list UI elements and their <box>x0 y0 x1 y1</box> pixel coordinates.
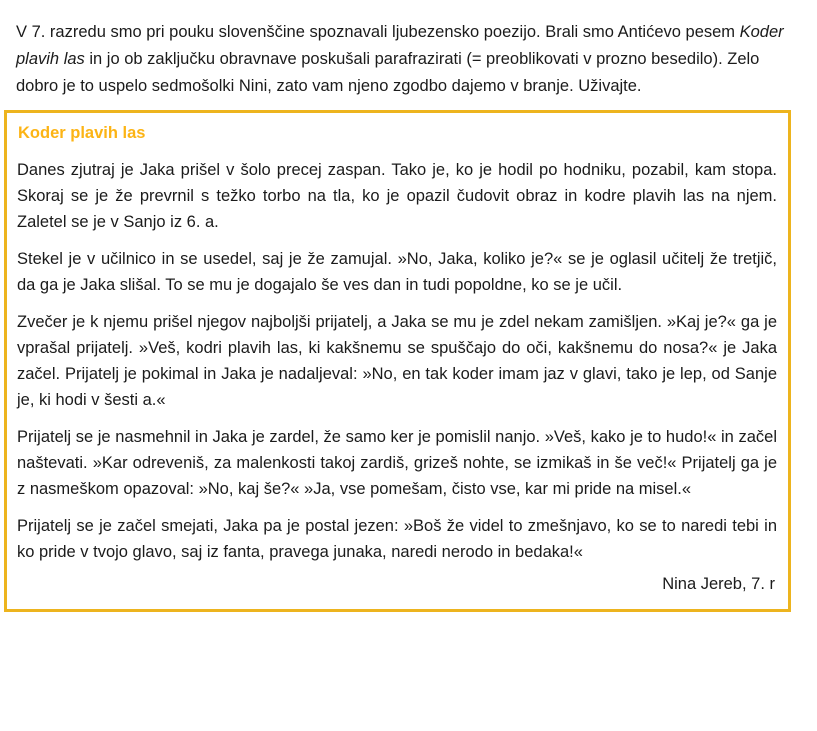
author-signature: Nina Jereb, 7. r <box>662 575 775 593</box>
story-box <box>4 110 791 612</box>
story-paragraph-2: Stekel je v učilnico in se usedel, saj je že zamujal. »No, Jaka, koliko je?« se je oglasil učitelj že tretjič, da ga je Jaka slišal. To se mu je dogajalo še ves dan in tudi popoldne, ko se je učil. <box>17 250 777 294</box>
story-paragraph-4: Prijatelj se je nasmehnil in Jaka je zardel, že samo ker je pomislil nanjo. »Veš, kako je to hudo!« in začel naštevati. »Kar odreveniš, za malenkosti takoj zardiš, grizeš nohte, se izmikaš in še več!« Prijatelj ga je z nasmeškom opazoval: »No, kaj še?« »Ja, vse pomešam, čisto vse, kar mi pride na misel.« <box>17 428 777 498</box>
intro-text-before-title: V 7. razredu smo pri pouku slovenščine spoznavali ljubezensko poezijo. Brali smo Antićevo pesem <box>16 23 740 41</box>
story-paragraph-5: Prijatelj se je začel smejati, Jaka pa je postal jezen: »Boš že videl to zmešnjavo, ko se to naredi tebi in ko pride v tvojo glavo, saj iz fanta, pravega junaka, naredi nerodo in bedaka!« <box>17 517 777 561</box>
intro-text-after-title: in jo ob zaključku obravnave poskušali parafrazirati (= preoblikovati v prozno besedilo). Zelo dobro je to uspelo sedmošolki Nini, zato vam njeno zgodbo dajemo v branje. Uživajte. <box>16 50 760 95</box>
story-title: Koder plavih las <box>18 124 146 142</box>
story-paragraph-1: Danes zjutraj je Jaka prišel v šolo precej zaspan. Tako je, ko je hodil po hodniku, pozabil, kam stopa. Skoraj se je že prevrnil s težko torbo na tla, ko je opazil čudovit obraz in kodre plavih las na njem. Zaletel se je v Sanjo iz 6. a. <box>17 161 777 231</box>
poem-title-italic: Koder plavih las <box>16 23 784 68</box>
story-paragraph-3: Zvečer je k njemu prišel njegov najboljši prijatelj, a Jaka se mu je zdel nekam zamišljen. »Kaj je?« ga je vprašal prijatelj. »Veš, kodri plavih las, ki kakšnemu se spuščajo do oči, kakšnemu do nosa?« je Jaka začel. Prijatelj je pokimal in Jaka je nadaljeval: »No, en tak koder imam jaz v glavi, tako je lep, od Sanje je, ki hodi v šesti a.« <box>17 313 777 409</box>
intro-paragraph <box>0 0 817 100</box>
